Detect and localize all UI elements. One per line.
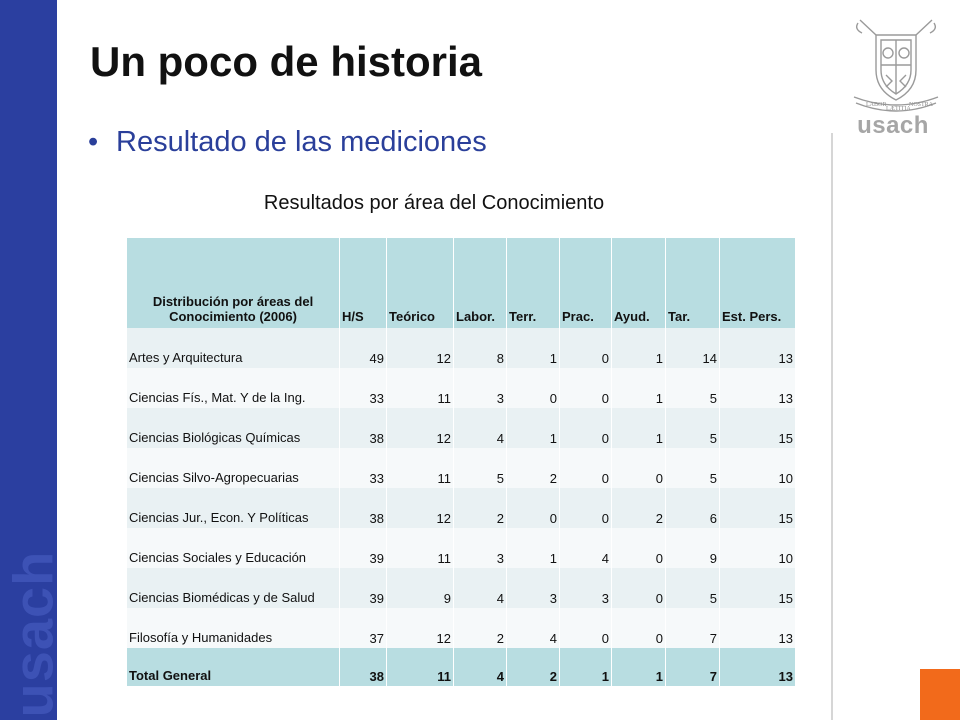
value-cell: 4	[454, 568, 507, 608]
table-header-row	[127, 238, 796, 328]
value-cell: 0	[560, 608, 612, 648]
header-area: Distribución por áreas del Conocimiento (2006)	[127, 238, 340, 328]
value-cell: 1	[507, 328, 560, 368]
value-cell: 10	[720, 528, 796, 568]
value-cell: 1	[612, 648, 666, 686]
value-cell: 14	[666, 328, 720, 368]
value-cell: 0	[612, 608, 666, 648]
value-cell: 12	[387, 408, 454, 448]
value-cell: 7	[666, 648, 720, 686]
value-cell: 10	[720, 448, 796, 488]
area-cell: Ciencias Fís., Mat. Y de la Ing.	[127, 368, 340, 408]
vertical-divider	[831, 133, 833, 720]
value-cell: 39	[340, 568, 387, 608]
table-row	[127, 408, 796, 448]
value-cell: 11	[387, 528, 454, 568]
value-cell: 38	[340, 488, 387, 528]
bullet-text: Resultado de las mediciones	[116, 126, 487, 158]
area-cell: Artes y Arquitectura	[127, 328, 340, 368]
value-cell: 3	[507, 568, 560, 608]
logo-ribbon-word-1: LABOR	[866, 102, 887, 108]
value-cell: 2	[454, 488, 507, 528]
slide-title: Un poco de historia	[90, 38, 483, 85]
table-row	[127, 448, 796, 488]
value-cell: 0	[560, 368, 612, 408]
header-ayud: Ayud.	[612, 238, 666, 328]
logo-ribbon-word-2: LÆTITIA	[886, 106, 911, 112]
value-cell: 33	[340, 448, 387, 488]
value-cell: 1	[507, 528, 560, 568]
value-cell: 9	[666, 528, 720, 568]
table-row	[127, 608, 796, 648]
value-cell: 13	[720, 648, 796, 686]
value-cell: 8	[454, 328, 507, 368]
table-total-row	[127, 648, 796, 686]
value-cell: 4	[560, 528, 612, 568]
value-cell: 11	[387, 448, 454, 488]
area-cell: Ciencias Biomédicas y de Salud	[127, 568, 340, 608]
value-cell: 2	[612, 488, 666, 528]
bullet-item	[88, 126, 487, 159]
value-cell: 0	[560, 408, 612, 448]
value-cell: 12	[387, 328, 454, 368]
header-prac: Prac.	[560, 238, 612, 328]
value-cell: 12	[387, 488, 454, 528]
value-cell: 2	[507, 648, 560, 686]
bullet-dot-icon: •	[88, 126, 99, 158]
value-cell: 5	[666, 448, 720, 488]
value-cell: 15	[720, 408, 796, 448]
value-cell: 2	[507, 448, 560, 488]
header-hs: H/S	[340, 238, 387, 328]
value-cell: 0	[560, 488, 612, 528]
value-cell: 3	[454, 528, 507, 568]
value-cell: 5	[666, 568, 720, 608]
value-cell: 3	[560, 568, 612, 608]
value-cell: 0	[507, 488, 560, 528]
header-labor: Labor.	[454, 238, 507, 328]
table-body	[127, 328, 796, 686]
value-cell: 13	[720, 328, 796, 368]
value-cell: 1	[560, 648, 612, 686]
value-cell: 1	[507, 408, 560, 448]
table-row	[127, 488, 796, 528]
table-row	[127, 368, 796, 408]
value-cell: 1	[612, 408, 666, 448]
value-cell: 7	[666, 608, 720, 648]
value-cell: 0	[612, 528, 666, 568]
value-cell: 1	[612, 328, 666, 368]
value-cell: 49	[340, 328, 387, 368]
area-cell: Ciencias Sociales y Educación	[127, 528, 340, 568]
area-cell: Ciencias Jur., Econ. Y Políticas	[127, 488, 340, 528]
value-cell: 12	[387, 608, 454, 648]
value-cell: 5	[666, 408, 720, 448]
left-sidebar-band	[0, 0, 65, 720]
value-cell: 11	[387, 368, 454, 408]
value-cell: 37	[340, 608, 387, 648]
area-cell: Ciencias Silvo-Agropecuarias	[127, 448, 340, 488]
table-caption: Resultados por área del Conocimiento	[263, 192, 605, 214]
value-cell: 0	[612, 448, 666, 488]
header-teorico: Teórico	[387, 238, 454, 328]
value-cell: 39	[340, 528, 387, 568]
header-tar: Tar.	[666, 238, 720, 328]
value-cell: 0	[507, 368, 560, 408]
value-cell: 38	[340, 648, 387, 686]
area-cell: Ciencias Biológicas Químicas	[127, 408, 340, 448]
value-cell: 15	[720, 488, 796, 528]
value-cell: 3	[454, 368, 507, 408]
value-cell: 1	[612, 368, 666, 408]
value-cell: 33	[340, 368, 387, 408]
value-cell: 5	[666, 368, 720, 408]
value-cell: 0	[560, 328, 612, 368]
value-cell: 6	[666, 488, 720, 528]
table-row	[127, 568, 796, 608]
university-crest-logo	[846, 15, 946, 115]
value-cell: 38	[340, 408, 387, 448]
value-cell: 9	[387, 568, 454, 608]
area-cell: Filosofía y Humanidades	[127, 608, 340, 648]
value-cell: 13	[720, 608, 796, 648]
results-table	[127, 238, 796, 686]
sidebar-brand-text: usach	[1, 550, 65, 718]
value-cell: 5	[454, 448, 507, 488]
table-row	[127, 528, 796, 568]
value-cell: 11	[387, 648, 454, 686]
value-cell: 4	[454, 408, 507, 448]
value-cell: 0	[612, 568, 666, 608]
value-cell: 0	[560, 448, 612, 488]
header-terr: Terr.	[507, 238, 560, 328]
logo-ribbon-word-3: NOSTRA	[909, 102, 934, 108]
value-cell: 15	[720, 568, 796, 608]
value-cell: 4	[507, 608, 560, 648]
value-cell: 4	[454, 648, 507, 686]
value-cell: 13	[720, 368, 796, 408]
header-est-pers: Est. Pers.	[720, 238, 796, 328]
table-row	[127, 328, 796, 368]
orange-accent-block	[920, 669, 960, 720]
area-cell: Total General	[127, 648, 340, 686]
logo-wordmark: usach	[857, 112, 929, 139]
value-cell: 2	[454, 608, 507, 648]
